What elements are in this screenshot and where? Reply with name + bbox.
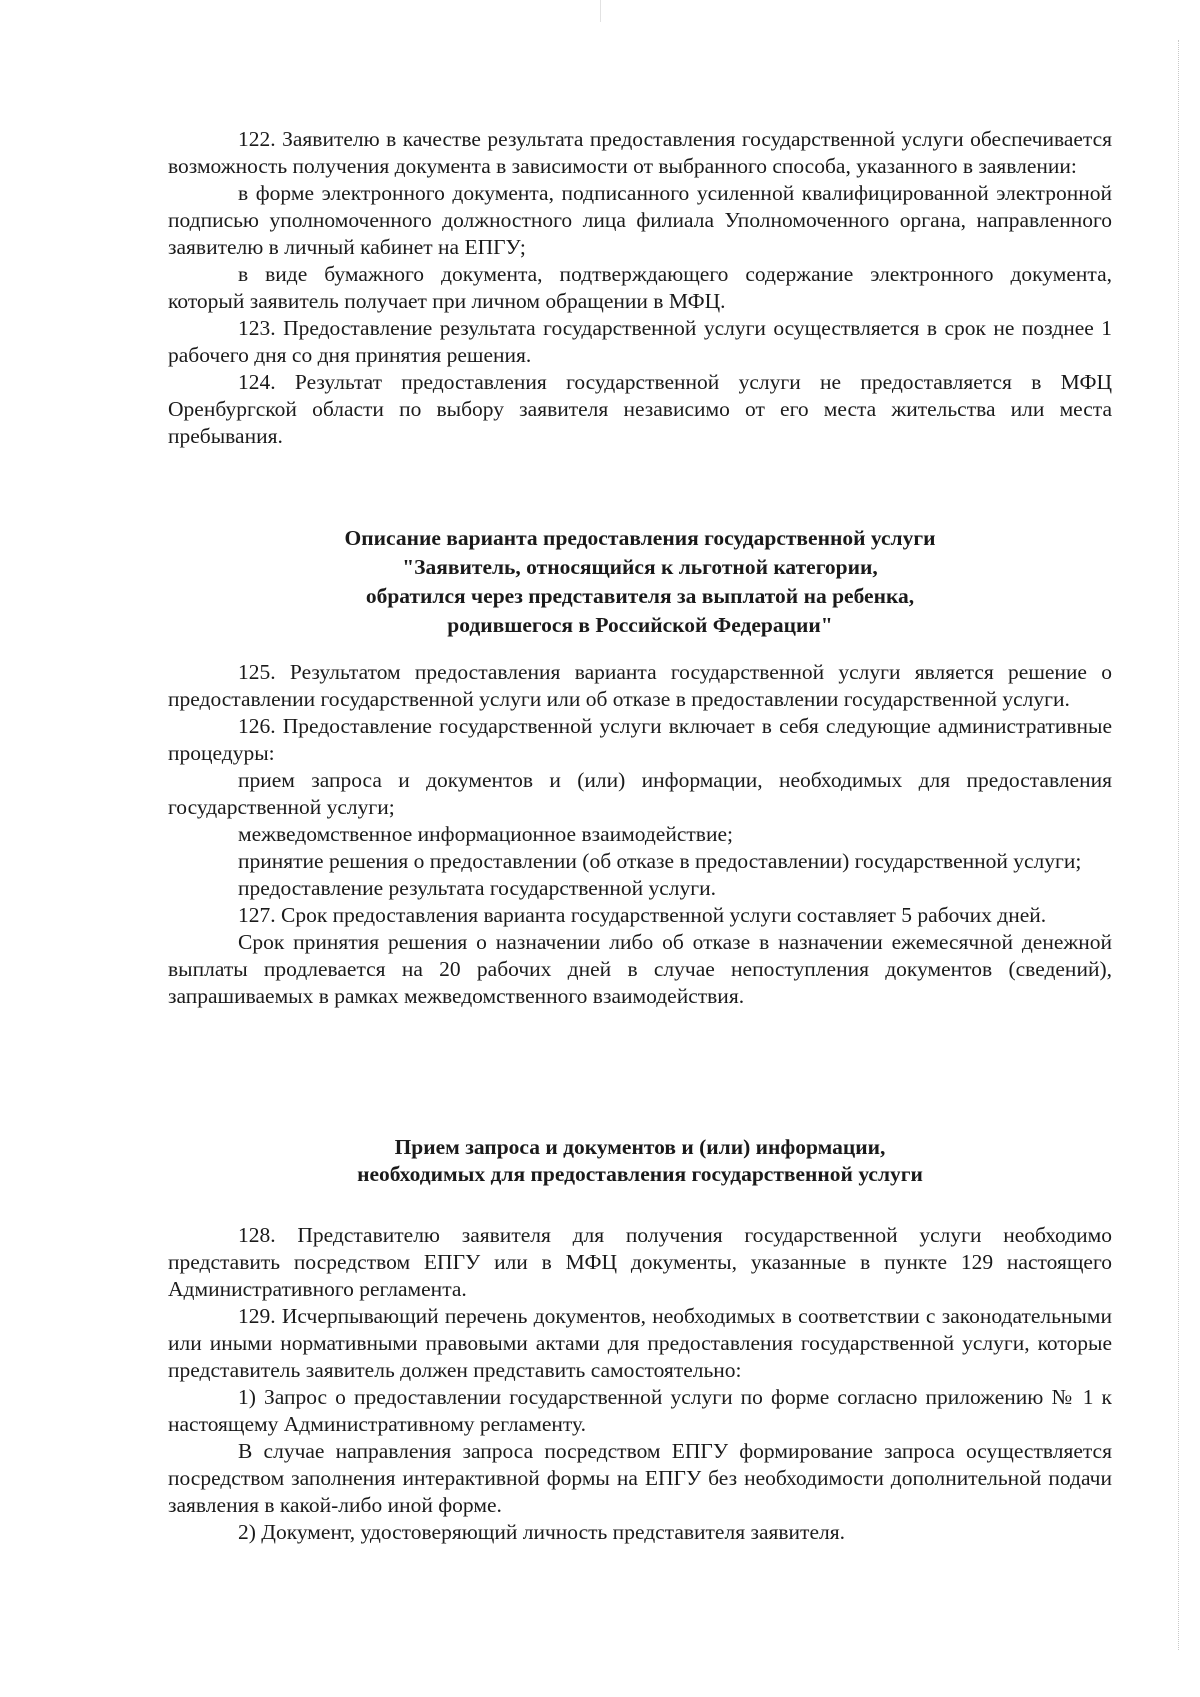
section-result-delivery	[168, 126, 1112, 450]
heading-line: необходимых для предоставления государственной услуги	[357, 1162, 923, 1186]
section-request-documents	[168, 1222, 1112, 1546]
paragraph-electronic-form: в форме электронного документа, подписанного усиленной квалифицированной электронной подписью уполномоченного должностного лица филиала Уполномоченного органа, направленного заявителю в личный кабинет на ЕПГУ;	[168, 181, 1112, 259]
section-heading-request-reception	[168, 1134, 1112, 1188]
paragraph-decision-term: Срок принятия решения о назначении либо об отказе в назначении ежемесячной денежной выплаты продлевается на 20 рабочих дней в случае непоступления документов (сведений), запрашиваемых в рамках межведомственного взаимодействия.	[168, 930, 1112, 1008]
paragraph-epgu-request: В случае направления запроса посредством ЕПГУ формирование запроса осуществляется посредством заполнения интерактивной формы на ЕПГУ без необходимости дополнительной подачи заявления в какой-либо иной форме.	[168, 1439, 1112, 1517]
heading-line: Описание варианта предоставления государственной услуги	[344, 526, 936, 550]
paragraph-paper-form: в виде бумажного документа, подтверждающего содержание электронного документа, который заявитель получает при личном обращении в МФЦ.	[168, 262, 1112, 313]
paragraph-124: 124. Результат предоставления государственной услуги не предоставляется в МФЦ Оренбургской области по выбору заявителя независимо от его места жительства или места пребывания.	[168, 370, 1112, 448]
heading-line: родившегося в Российской Федерации"	[447, 613, 833, 637]
paragraph-125: 125. Результатом предоставления варианта государственной услуги является решение о предоставлении государственной услуги или об отказе в предоставлении государственной услуги.	[168, 660, 1112, 711]
paragraph-122: 122. Заявителю в качестве результата предоставления государственной услуги обеспечивается возможность получения документа в зависимости от выбранного способа, указанного в заявлении:	[168, 127, 1112, 178]
document-item-1: 1) Запрос о предоставлении государственной услуги по форме согласно приложению № 1 к настоящему Административному регламенту.	[168, 1385, 1112, 1436]
section-variant-description	[168, 659, 1112, 1010]
scan-edge-line	[1178, 40, 1179, 1650]
section-heading-variant	[168, 524, 1112, 640]
heading-line: обратился через представителя за выплатой на ребенка,	[365, 584, 915, 608]
paragraph-129: 129. Исчерпывающий перечень документов, необходимых в соответствии с законодательными или иными нормативными правовыми актами для предоставления государственной услуги, которые представитель заявитель должен представить самостоятельно:	[168, 1304, 1112, 1382]
procedure-item: межведомственное информационное взаимодействие;	[238, 822, 733, 846]
scan-mark	[600, 0, 601, 22]
paragraph-128: 128. Представителю заявителя для получения государственной услуги необходимо представить посредством ЕПГУ или в МФЦ документы, указанные в пункте 129 настоящего Административного регламента.	[168, 1223, 1112, 1301]
document-item-2: 2) Документ, удостоверяющий личность представителя заявителя.	[238, 1520, 845, 1544]
heading-line: "Заявитель, относящийся к льготной категории,	[402, 555, 878, 579]
procedure-item: прием запроса и документов и (или) информации, необходимых для предоставления государственной услуги;	[168, 768, 1112, 819]
paragraph-126: 126. Предоставление государственной услуги включает в себя следующие административные процедуры:	[168, 714, 1112, 765]
procedure-item: принятие решения о предоставлении (об отказе в предоставлении) государственной услуги;	[238, 849, 1082, 873]
paragraph-123: 123. Предоставление результата государственной услуги осуществляется в срок не позднее 1 рабочего дня со дня принятия решения.	[168, 316, 1112, 367]
procedure-item: предоставление результата государственной услуги.	[238, 876, 716, 900]
heading-line: Прием запроса и документов и (или) информации,	[394, 1135, 886, 1159]
paragraph-127: 127. Срок предоставления варианта государственной услуги составляет 5 рабочих дней.	[238, 903, 1047, 927]
